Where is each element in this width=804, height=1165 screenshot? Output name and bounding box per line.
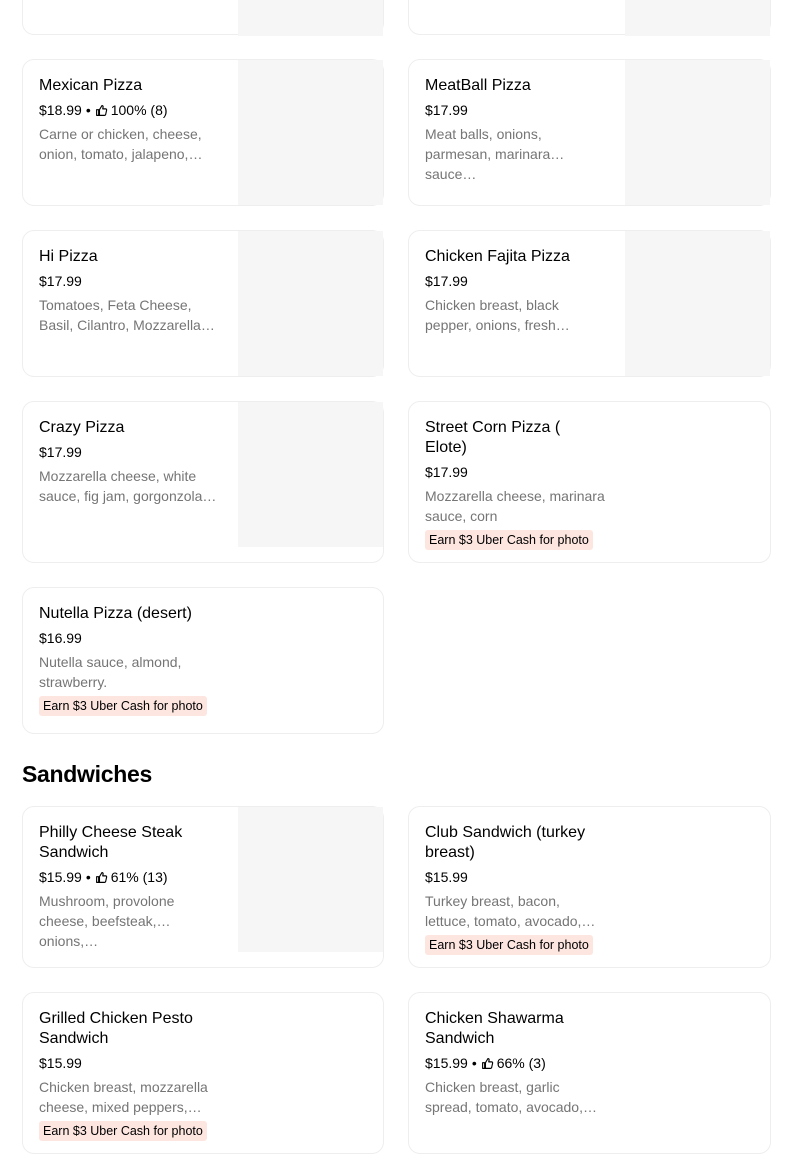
item-meta	[39, 101, 219, 119]
item-price: $15.99	[425, 1055, 468, 1071]
item-price: $18.99	[39, 102, 82, 118]
menu-item-card[interactable]	[22, 587, 384, 734]
menu-item-card[interactable]	[408, 992, 771, 1154]
item-price: $17.99	[425, 102, 468, 118]
menu-item-card[interactable]	[408, 401, 771, 563]
uber-cash-badge[interactable]: Earn $3 Uber Cash for photo	[425, 935, 593, 955]
item-name: Grilled Chicken Pesto Sandwich	[39, 1010, 193, 1047]
item-meta	[425, 101, 605, 119]
item-image-placeholder	[238, 0, 383, 36]
item-description: Chicken breast, mozzarella cheese, mixed peppers,…	[39, 1079, 208, 1115]
item-image-placeholder	[238, 231, 383, 376]
thumbs-up-icon	[95, 104, 108, 117]
item-name: Club Sandwich (turkey breast)	[425, 824, 586, 861]
uber-cash-badge[interactable]: Earn $3 Uber Cash for photo	[39, 1121, 207, 1141]
item-name: Hi Pizza	[39, 248, 98, 265]
item-description: Meat balls, onions, parmesan, marinara sauce…	[425, 126, 551, 182]
separator-dot: •	[85, 102, 91, 118]
item-name: Street Corn Pizza ( Elote)	[425, 419, 561, 456]
item-description: Nutella sauce, almond, strawberry.	[39, 654, 182, 690]
item-price: $17.99	[425, 464, 468, 480]
uber-cash-badge[interactable]: Earn $3 Uber Cash for photo	[39, 696, 207, 716]
item-description: Carne or chicken, cheese, onion, tomato, jalapeno,…	[39, 126, 203, 162]
item-description: Chicken breast, garlic spread, tomato, avocado,…	[425, 1079, 597, 1115]
item-name: Nutella Pizza (desert)	[39, 605, 192, 622]
menu-item-card[interactable]	[22, 59, 384, 206]
item-meta	[39, 1054, 219, 1072]
item-image-placeholder	[238, 402, 383, 547]
item-price: $17.99	[39, 273, 82, 289]
item-price: $17.99	[425, 273, 468, 289]
uber-cash-badge[interactable]: Earn $3 Uber Cash for photo	[425, 530, 593, 550]
item-image-placeholder	[625, 0, 770, 36]
item-description: Mushroom, provolone cheese, beefsteak, onions,…	[39, 893, 175, 949]
menu-item-card[interactable]	[408, 806, 771, 968]
item-name: Chicken Shawarma Sandwich	[425, 1010, 564, 1047]
thumbs-up-icon	[481, 1057, 494, 1070]
item-meta	[425, 1054, 605, 1072]
separator-dot: •	[85, 869, 91, 885]
item-image-placeholder	[625, 231, 770, 376]
item-name: Philly Cheese Steak Sandwich	[39, 824, 183, 861]
item-meta	[39, 443, 219, 461]
menu-item-card-partial[interactable]	[408, 0, 771, 35]
item-image-placeholder	[238, 807, 383, 952]
item-image-placeholder	[625, 60, 770, 205]
item-price: $15.99	[425, 869, 468, 885]
item-rating: 100% (8)	[110, 102, 168, 118]
item-description: Mozzarella cheese, white sauce, fig jam, gorgonzola…	[39, 468, 217, 504]
item-meta	[39, 629, 219, 647]
item-name: Mexican Pizza	[39, 77, 143, 94]
thumbs-up-icon	[95, 871, 108, 884]
menu-item-card[interactable]	[22, 401, 384, 563]
item-meta	[39, 272, 219, 290]
section-title-sandwiches: Sandwiches	[22, 761, 152, 787]
item-description: Turkey breast, bacon, lettuce, tomato, avocado,…	[425, 893, 596, 929]
item-price: $16.99	[39, 630, 82, 646]
item-name: Chicken Fajita Pizza	[425, 248, 570, 265]
menu-item-card[interactable]	[22, 230, 384, 377]
item-meta	[425, 868, 605, 886]
item-price: $15.99	[39, 1055, 82, 1071]
menu-item-card[interactable]	[22, 806, 384, 968]
item-image-placeholder	[238, 60, 383, 205]
item-rating: 61% (13)	[110, 869, 168, 885]
item-description: Tomatoes, Feta Cheese, Basil, Cilantro, Mozzarella…	[39, 297, 215, 333]
menu-item-card[interactable]	[22, 992, 384, 1154]
item-price: $17.99	[39, 444, 82, 460]
item-name: Crazy Pizza	[39, 419, 125, 436]
item-description: Mozzarella cheese, marinara sauce, corn	[425, 488, 605, 524]
item-rating: 66% (3)	[496, 1055, 546, 1071]
menu-item-card[interactable]	[408, 230, 771, 377]
item-meta	[425, 463, 605, 481]
separator-dot: •	[471, 1055, 477, 1071]
menu-item-card-partial[interactable]	[22, 0, 384, 35]
item-name: MeatBall Pizza	[425, 77, 531, 94]
item-meta	[425, 272, 605, 290]
item-description: Chicken breast, black pepper, onions, fresh…	[425, 297, 570, 333]
item-price: $15.99	[39, 869, 82, 885]
item-meta	[39, 868, 219, 886]
menu-item-card[interactable]	[408, 59, 771, 206]
